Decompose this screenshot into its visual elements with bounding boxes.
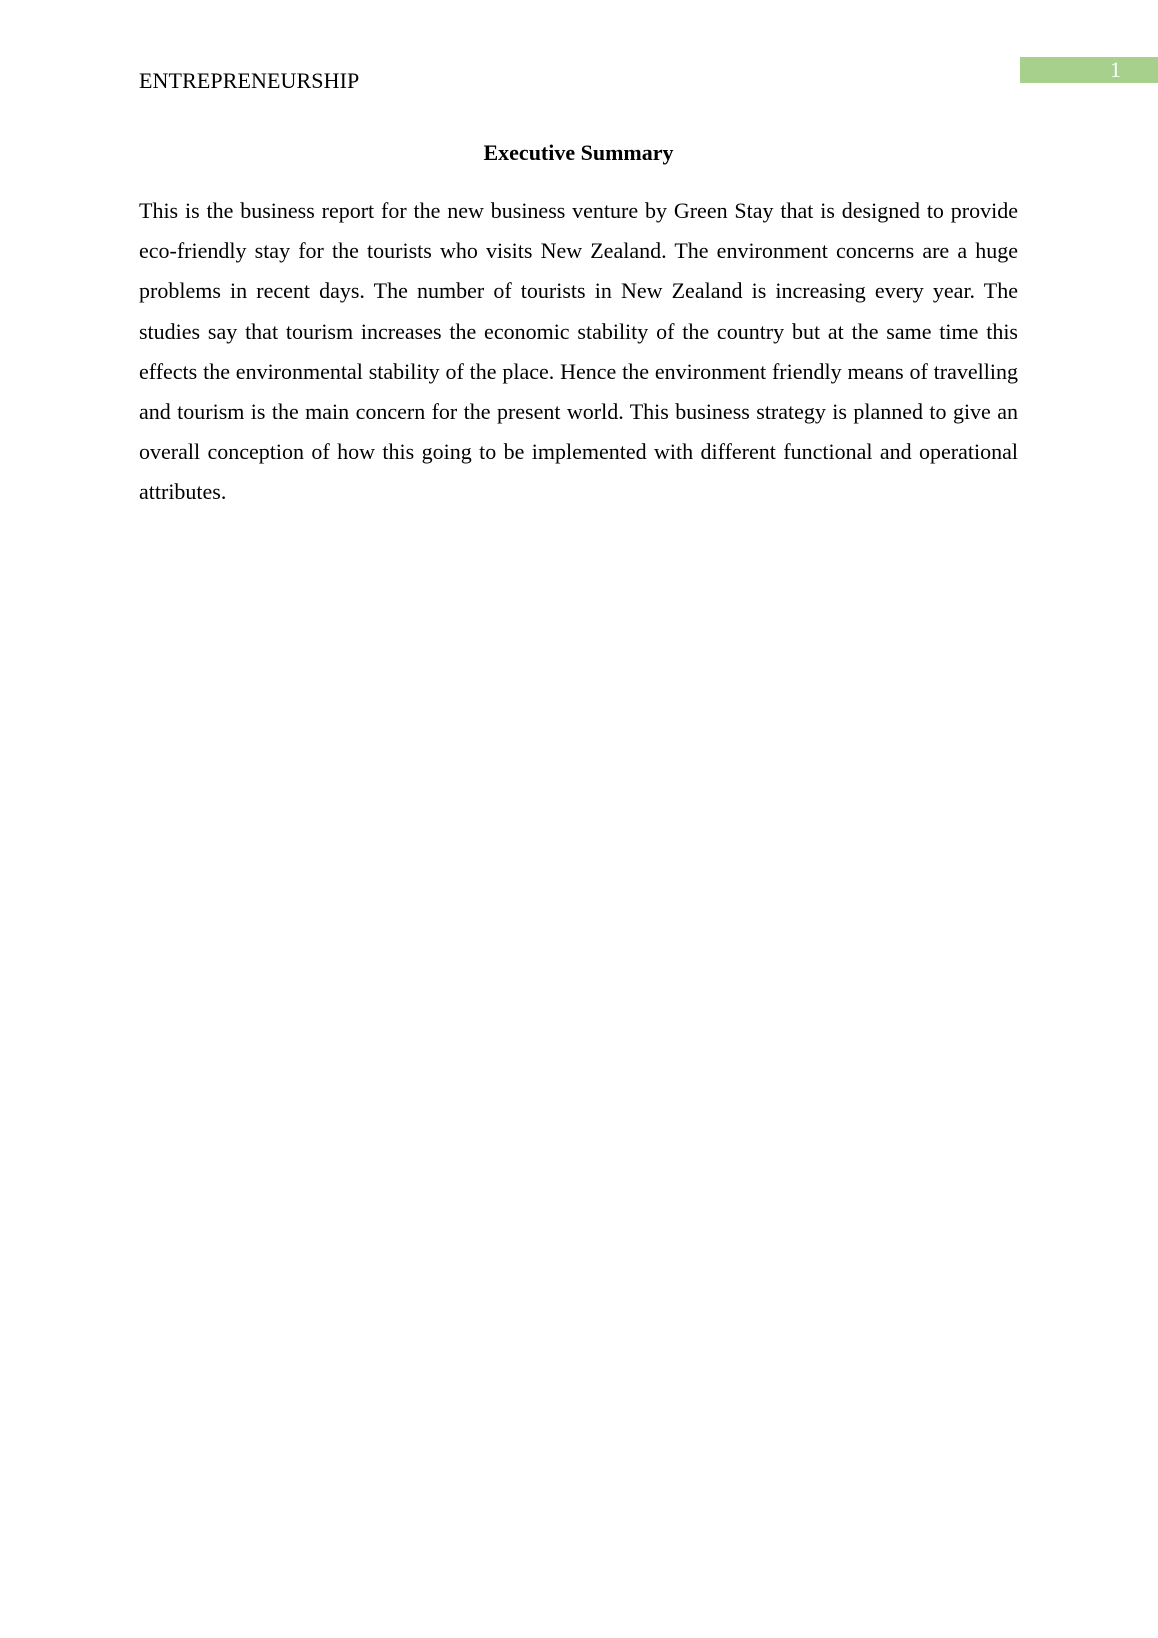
summary-paragraph: This is the business report for the new business venture by Green Stay that is designed to provide eco-friendly stay for the tourists who visits New Zealand. The environment concerns are a huge problems in recent days. The number of tourists in New Zealand is increasing every year. The studies say that tourism increases the economic stability of the country but at the same time this effects the environmental stability of the place. Hence the environment friendly means of travelling and tourism is the main concern for the present world. This business strategy is planned to give an overall conception of how this going to be implemented with different functional and operational attributes. (139, 198, 1018, 505)
page-number-box (1020, 57, 1158, 83)
page-number: 1 (1110, 57, 1121, 82)
running-head: ENTREPRENEURSHIP (139, 68, 360, 93)
section-title: Executive Summary (483, 140, 674, 165)
